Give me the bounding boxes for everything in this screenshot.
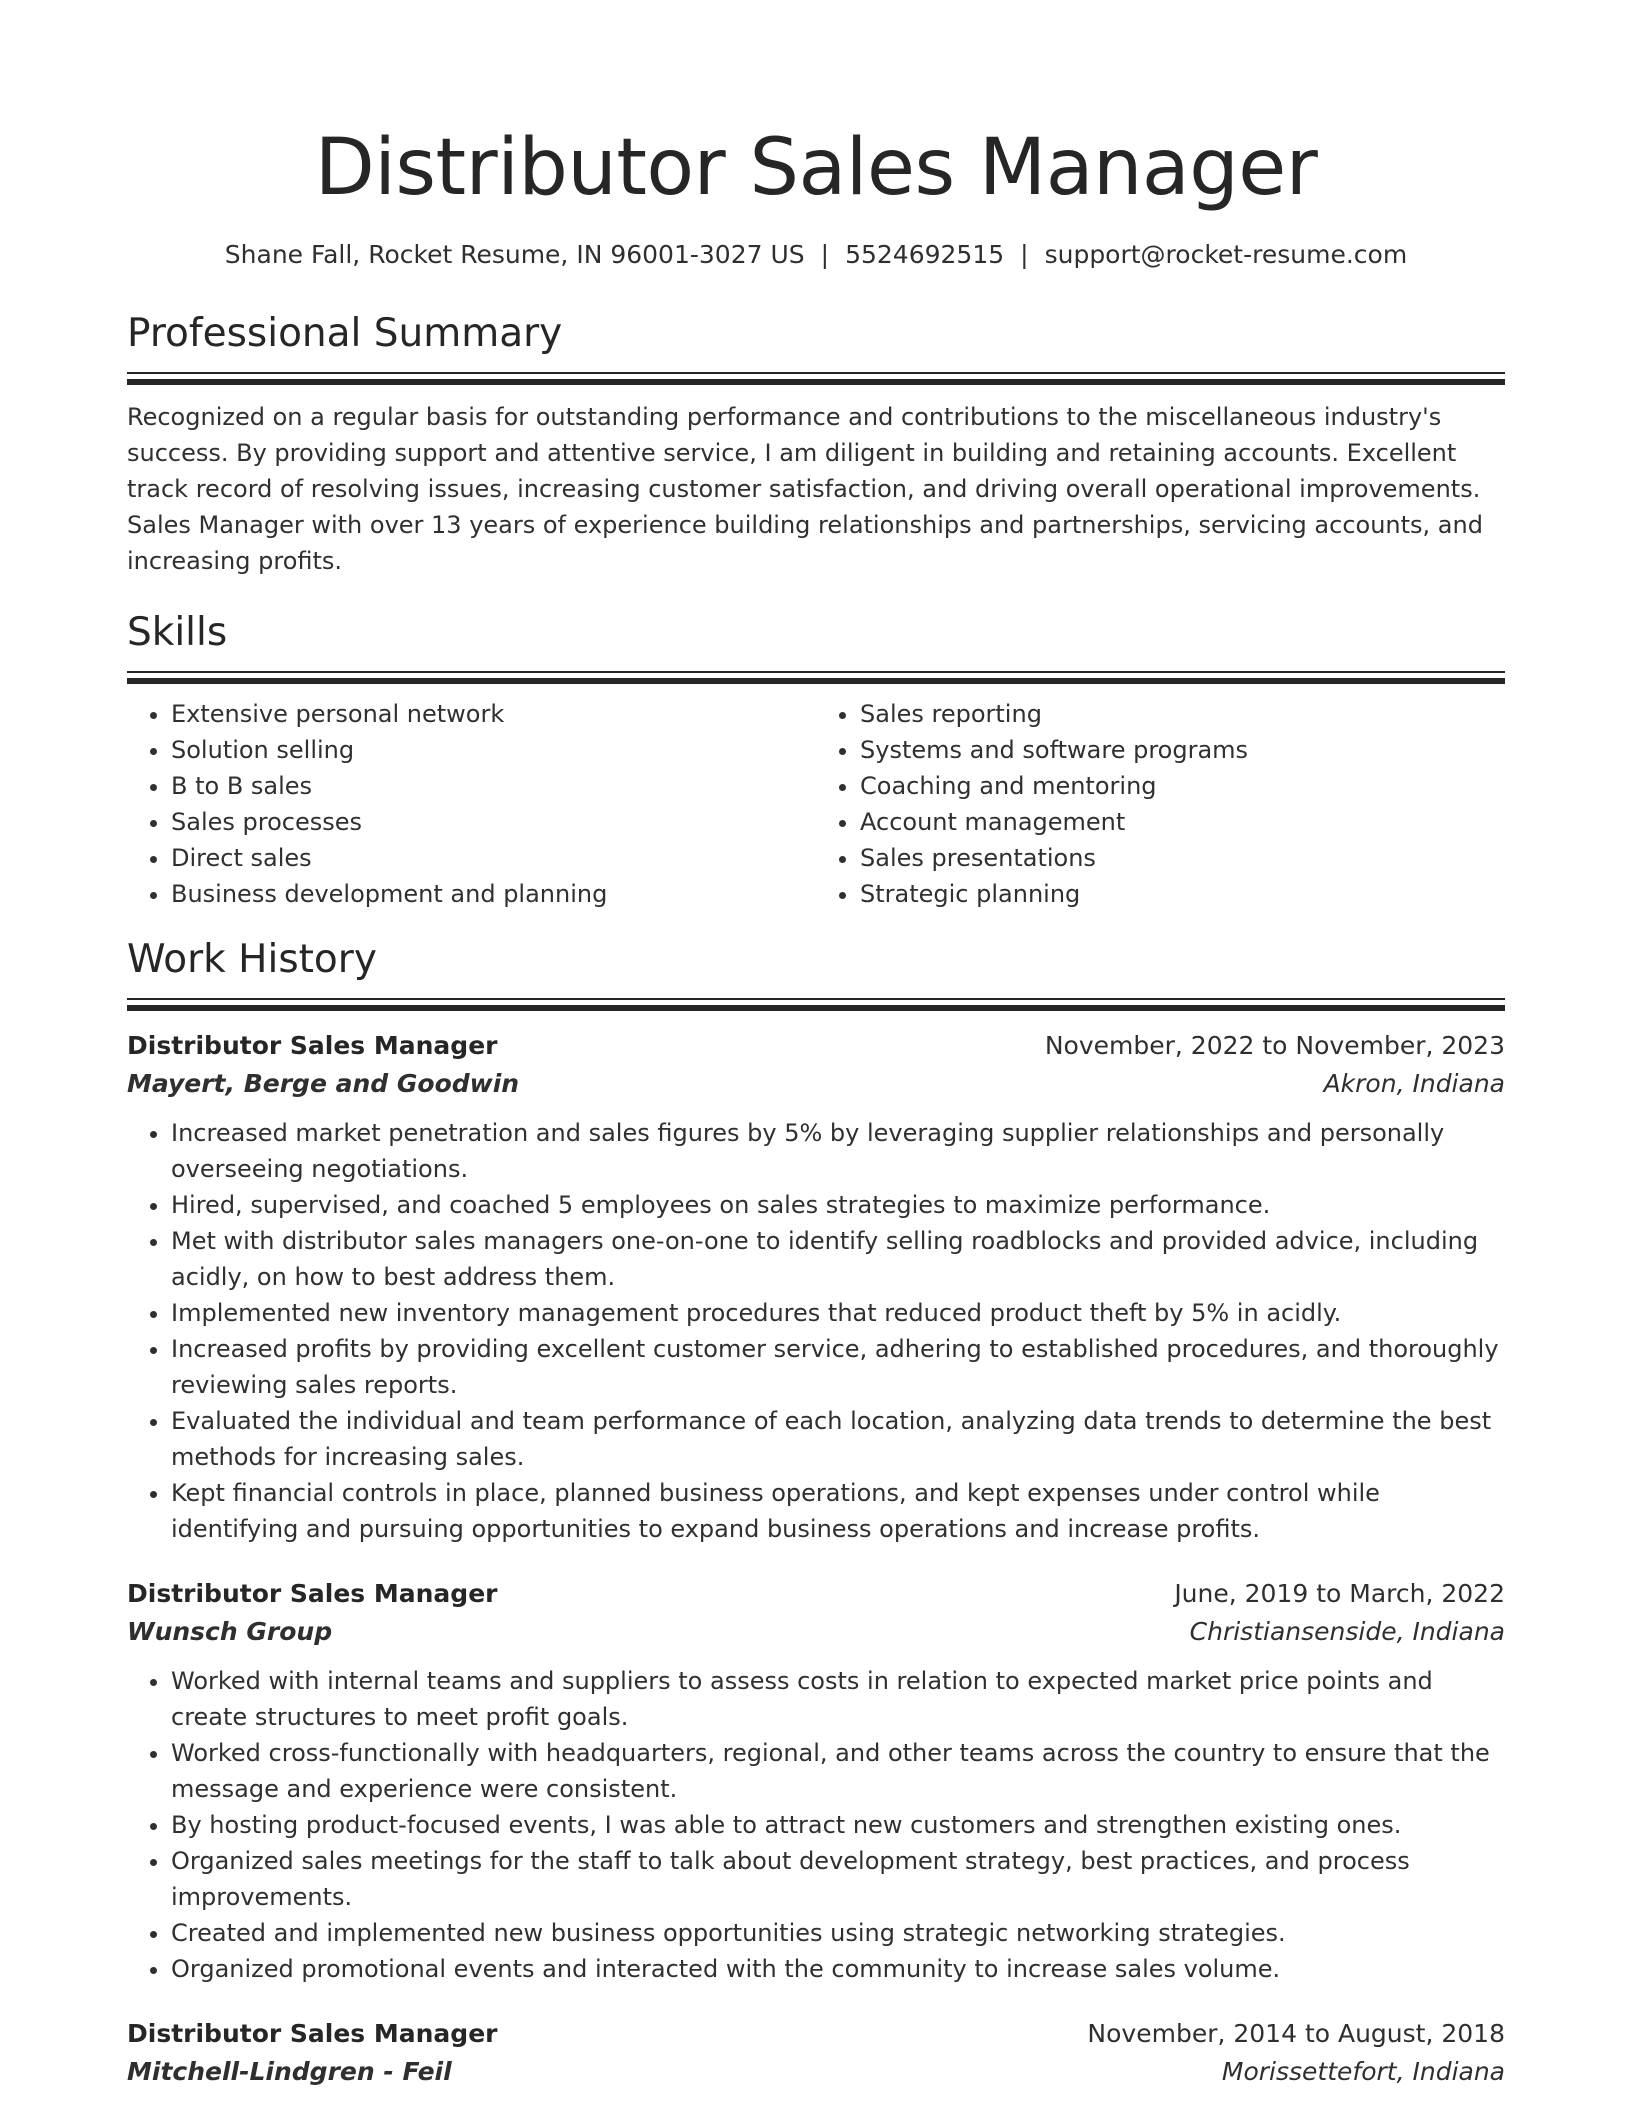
skill-item: • Strategic planning (860, 876, 1505, 912)
job-entry (127, 1575, 1505, 1987)
summary-heading: Professional Summary (127, 311, 563, 356)
skill-item: • Account management (860, 804, 1505, 840)
summary-text: Recognized on a regular basis for outstanding performance and contributions to the miscellaneous industry's success. By providing support and attentive service, I am diligent in building and retaining accounts. Excellent track record of resolving issues, increasing customer satisfaction, and driving overall operational improvements. Sales Manager with over 13 years of experience building relationships and partnerships, servicing accounts, and increasing profits. (127, 403, 1483, 575)
job-bullet-list (127, 1115, 1505, 1547)
job-dates: November, 2022 to November, 2023 (1044, 1031, 1505, 1060)
job-company: Mayert, Berge and Goodwin (127, 1069, 520, 1098)
skill-item: • Sales processes (171, 804, 816, 840)
skill-item: • Systems and software programs (860, 732, 1505, 768)
job-bullet: • Increased market penetration and sales figures by 5% by leveraging supplier relationships and personally overseeing negotiations. (171, 1115, 1505, 1187)
job-dates: November, 2014 to August, 2018 (1087, 2019, 1505, 2048)
skill-item: • Direct sales (171, 840, 816, 876)
contact-separator: | (1020, 240, 1029, 269)
job-bullet: • Evaluated the individual and team performance of each location, analyzing data trends to determine the best methods for increasing sales. (171, 1403, 1505, 1475)
skills-section (127, 609, 1505, 912)
contact-separator: | (820, 240, 830, 269)
job-company: Mitchell-Lindgren - Feil (127, 2057, 452, 2086)
skill-item: • Sales presentations (860, 840, 1505, 876)
job-bullet: • Organized sales meetings for the staff to talk about development strategy, best practices, and process improvements. (171, 1843, 1505, 1915)
work-history-heading: Work History (127, 937, 377, 982)
job-company-row (127, 2053, 1505, 2091)
job-entry (127, 1027, 1505, 1547)
job-bullet-list (127, 1663, 1505, 1987)
job-header-row (127, 1027, 1505, 1065)
job-bullet: • Worked cross-functionally with headquarters, regional, and other teams across the country to ensure that the message and experience were consistent. (171, 1735, 1505, 1807)
job-location: Akron, Indiana (1323, 1069, 1505, 1098)
skill-item: • Business development and planning (171, 876, 816, 912)
job-bullet: • Increased profits by providing excellent customer service, adhering to established procedures, and thoroughly reviewing sales reports. (171, 1331, 1505, 1403)
skill-item: • B to B sales (171, 768, 816, 804)
job-bullet: • Hired, supervised, and coached 5 employees on sales strategies to maximize performance. (171, 1187, 1505, 1223)
contact-line (127, 238, 1505, 272)
job-company: Wunsch Group (127, 1617, 333, 1646)
contact-address: Shane Fall, Rocket Resume, IN 96001-3027 US (224, 240, 805, 269)
job-bullet: • Worked with internal teams and suppliers to assess costs in relation to expected market price points and create structures to meet profit goals. (171, 1663, 1505, 1735)
job-company-row (127, 1065, 1505, 1103)
skill-item: • Sales reporting (860, 696, 1505, 732)
job-location: Christiansenside, Indiana (1189, 1617, 1505, 1646)
section-divider (127, 671, 1505, 684)
summary-section (127, 310, 1505, 579)
job-bullet: • Created and implemented new business opportunities using strategic networking strategies. (171, 1915, 1505, 1951)
job-location: Morissettefort, Indiana (1221, 2057, 1505, 2086)
job-title: Distributor Sales Manager (127, 2019, 498, 2048)
job-header-row (127, 1575, 1505, 1613)
job-bullet: • By hosting product-focused events, I was able to attract new customers and strengthen existing ones. (171, 1807, 1505, 1843)
skill-item: • Solution selling (171, 732, 816, 768)
section-divider (127, 998, 1505, 1011)
job-entry (127, 2015, 1505, 2091)
skills-heading: Skills (127, 610, 228, 655)
job-title: Distributor Sales Manager (127, 1579, 498, 1608)
contact-email: support@rocket-resume.com (1044, 240, 1408, 269)
job-company-row (127, 1613, 1505, 1651)
job-bullet: • Organized promotional events and interacted with the community to increase sales volume. (171, 1951, 1505, 1987)
resume-title: Distributor Sales Manager (314, 123, 1318, 213)
skills-columns (127, 696, 1505, 912)
job-bullet: • Met with distributor sales managers one-on-one to identify selling roadblocks and provided advice, including acidly, on how to best address them. (171, 1223, 1505, 1295)
job-bullet: • Kept financial controls in place, planned business operations, and kept expenses under control while identifying and pursuing opportunities to expand business operations and increase profits. (171, 1475, 1505, 1547)
skills-list-left (127, 696, 816, 912)
job-bullet: • Implemented new inventory management procedures that reduced product theft by 5% in acidly. (171, 1295, 1505, 1331)
section-divider (127, 372, 1505, 385)
work-history-section (127, 936, 1505, 2091)
job-dates: June, 2019 to March, 2022 (1174, 1579, 1505, 1608)
skill-item: • Extensive personal network (171, 696, 816, 732)
skills-list-right (816, 696, 1505, 912)
skill-item: • Coaching and mentoring (860, 768, 1505, 804)
job-header-row (127, 2015, 1505, 2053)
contact-phone: 5524692515 (845, 240, 1005, 269)
job-title: Distributor Sales Manager (127, 1031, 498, 1060)
